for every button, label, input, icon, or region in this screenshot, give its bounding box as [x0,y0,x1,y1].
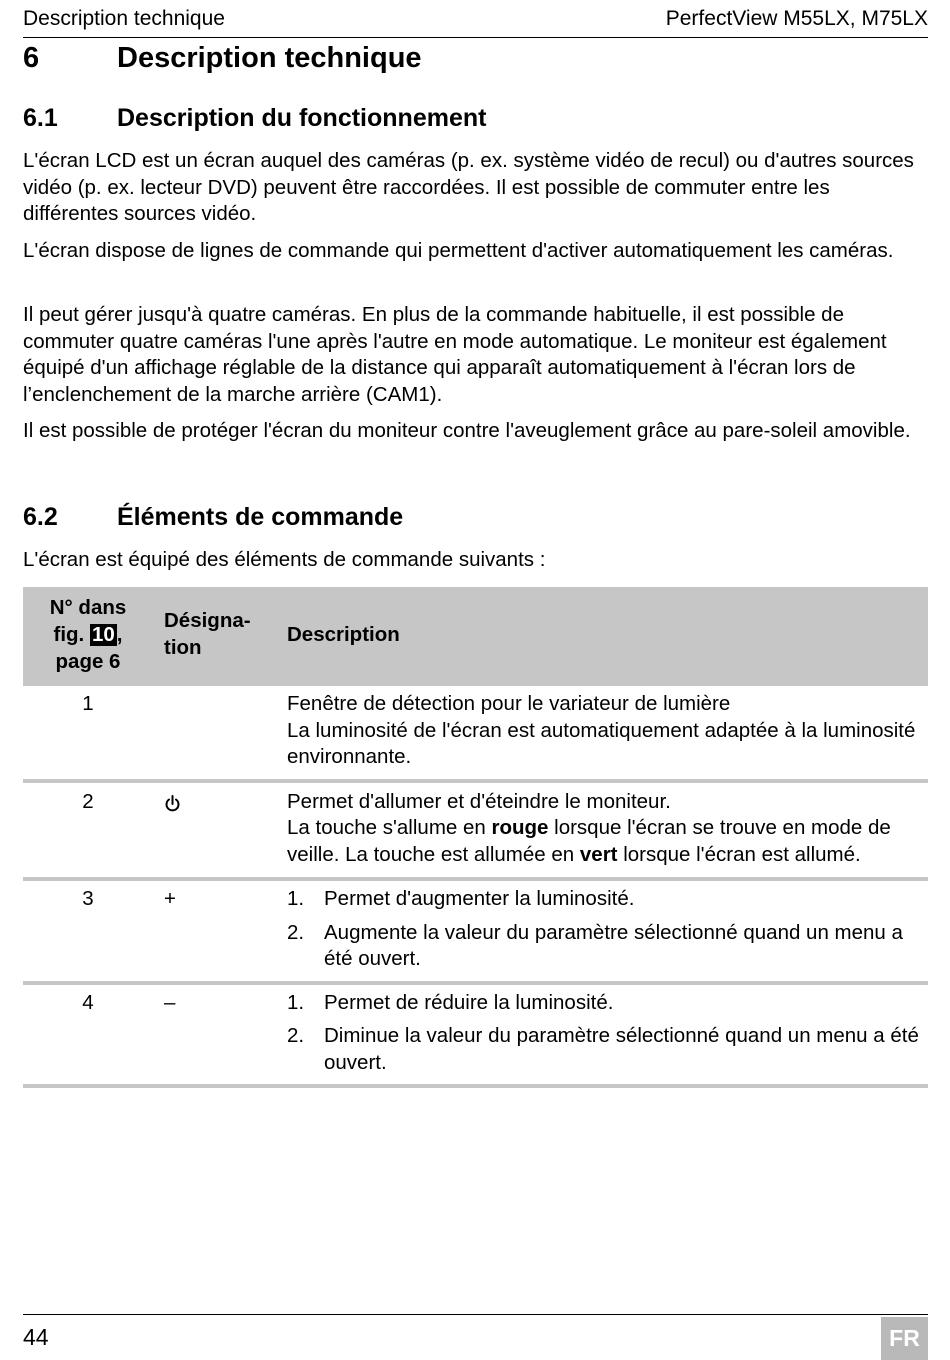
description-line: Fenêtre de détection pour le variateur de lumière [287,692,731,715]
row-description [287,990,927,1077]
list-item [287,886,927,913]
header-text: , [116,623,123,646]
header-figure-number [23,594,153,675]
text-run: lorsque l'écran se trouve en mode de veille. La touche est allumée en [287,816,891,866]
subsection-heading-6-2 [23,501,403,533]
list-number: 2. [287,920,305,944]
list-text: Permet d'augmenter la luminosité. [324,887,635,910]
header-description: Description [287,623,400,646]
text-run: La touche s'allume en [287,816,492,839]
table-row [23,985,928,1089]
text-run: lorsque l'écran est allumé. [617,842,861,866]
row-number: 2 [82,789,94,813]
row-description [287,789,927,869]
row-description [287,886,927,973]
section-heading [23,39,422,77]
list-text: Augmente la valeur du paramètre sélectionné quand un menu a été ouvert. [324,920,903,970]
paragraph: Il peut gérer jusqu'à quatre caméras. En plus de la commande habituelle, il est possible de commuter quatre caméras l'une après l'autre en mode automatique. Le moniteur est également équipé d'un affichage réglable de la distance qui apparaît automatiquement à l'écran lors de l’enclenchement de la marche arrière (CAM1). [23,303,887,406]
paragraph: Il est possible de protéger l'écran du moniteur contre l'aveuglement grâce au pare-soleil amovible. [23,419,911,442]
table-row [23,881,928,985]
row-number: 4 [82,990,94,1014]
list-number: 2. [287,1024,305,1047]
paragraph: L'écran dispose de lignes de commande qui permettent d'activer automatiquement les caméras. [23,239,894,262]
header-text: tion [164,636,202,659]
header-text: N° dans [49,596,127,619]
footer-divider [23,1314,928,1315]
section-title: Description technique [117,42,422,74]
controls-table [23,587,928,1088]
header-text: page 6 [55,650,121,673]
table-intro: L'écran est équipé des éléments de commande suivants : [23,548,546,571]
description-line: Permet d'allumer et d'éteindre le moniteur. [287,789,671,813]
list-item [287,920,927,973]
emphasis-red: rouge [491,816,549,839]
paragraph: L'écran LCD est un écran auquel des caméras (p. ex. système vidéo de recul) ou d'autres sources vidéo (p. ex. lecteur DVD) peuvent être raccordées. Il est possible de commuter entre les différentes sources vidéo. [23,149,914,225]
header-text [23,621,153,648]
table-row [23,783,928,882]
header-text: fig. [53,623,90,646]
table-header [23,587,928,686]
header-text: Désigna- [164,609,251,632]
list-text: Permet de réduire la luminosité. [324,990,614,1014]
row-designation: – [164,990,176,1014]
emphasis-green: vert [579,842,618,866]
row-designation: + [164,887,176,910]
running-header [23,6,928,38]
subsection-title: Éléments de commande [117,503,404,531]
table-row [23,686,928,783]
list-text: Diminue la valeur du paramètre sélectionné quand un menu a été ouvert. [324,1024,919,1074]
header-product-name: PerfectView M55LX, M75LX [665,7,928,30]
list-item [287,1023,927,1076]
row-description [287,691,927,771]
header-designation [164,607,251,661]
language-badge: FR [881,1317,928,1360]
subsection-number: 6.1 [23,104,58,132]
description-line: La luminosité de l'écran est automatiquement adaptée à la luminosité environnante. [287,718,916,768]
row-number: 3 [82,887,94,910]
subsection-heading-6-1 [23,102,486,134]
list-item [287,990,927,1017]
row-number: 1 [82,692,94,715]
subsection-title: Description du fonctionnement [117,104,487,132]
header-chapter-title: Description technique [23,7,225,30]
subsection-number: 6.2 [23,503,58,531]
power-icon [164,791,181,818]
section-number: 6 [23,42,40,74]
figure-reference: 10 [91,623,115,646]
page-number: 44 [23,1324,49,1350]
list-number: 1. [287,990,305,1014]
description-line [287,815,927,868]
list-number: 1. [287,887,305,910]
